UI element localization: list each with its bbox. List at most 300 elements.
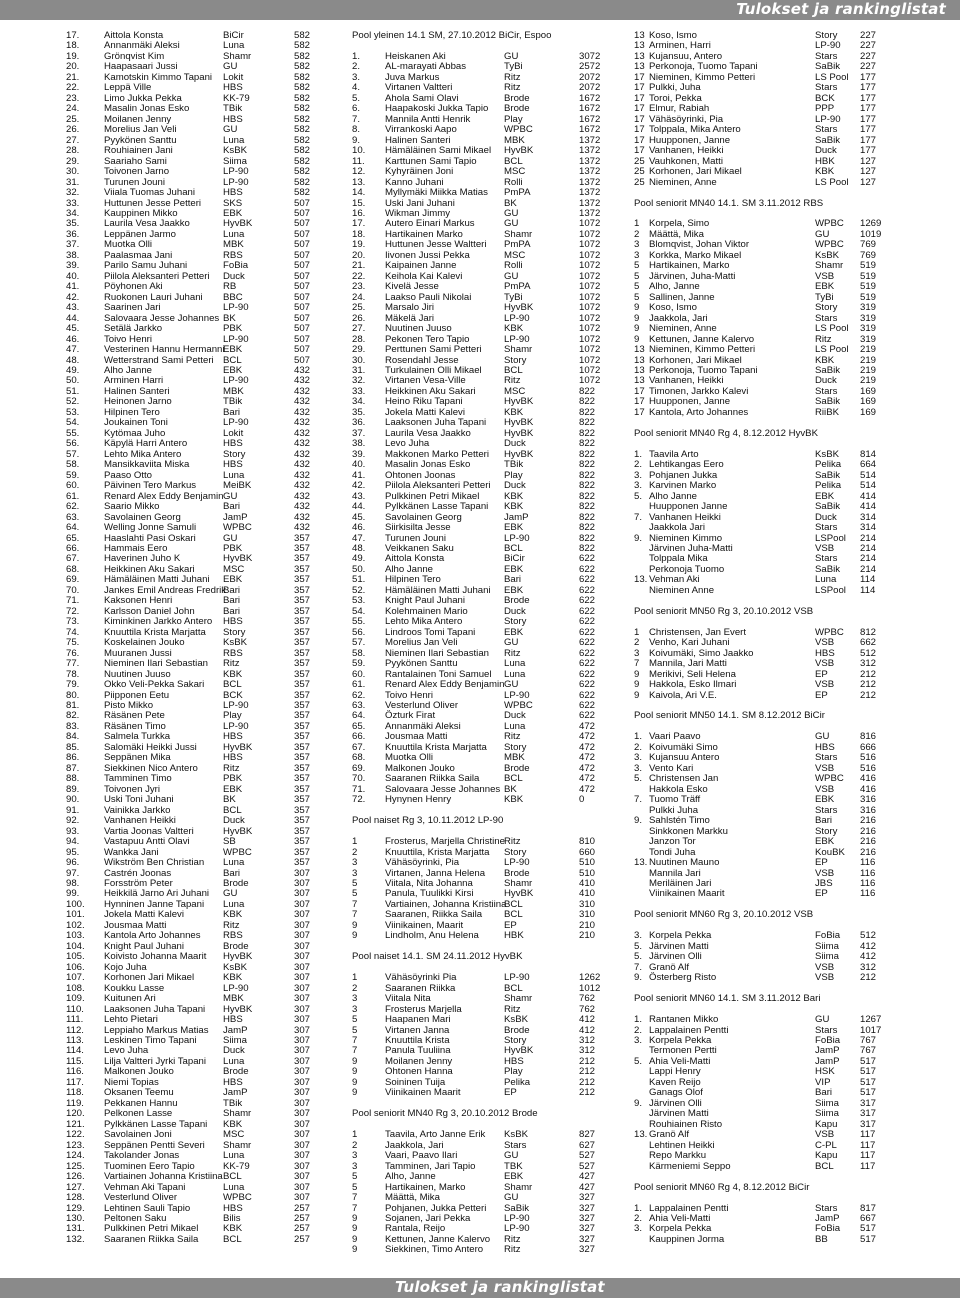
result-row	[634, 889, 894, 899]
club-cell: JamP	[504, 511, 529, 523]
points-cell: 517	[860, 1233, 877, 1245]
club-cell: LS Pool	[815, 323, 849, 335]
rank-cell: 5	[352, 1024, 358, 1036]
rank-cell: 129.	[66, 1202, 85, 1214]
player-name-cell: Tuominen Eero Tapio	[104, 1160, 195, 1172]
points-cell: 517	[860, 1087, 877, 1099]
player-name-cell: Lehto Mika Antero	[104, 448, 182, 460]
rank-cell: 56.	[66, 438, 80, 450]
club-cell: Shamr	[815, 260, 844, 272]
points-cell: 507	[294, 312, 311, 324]
player-name-cell: Määttä, Mika	[385, 1192, 440, 1204]
club-cell: MSC	[223, 1129, 245, 1141]
points-cell: 307	[294, 1045, 311, 1057]
player-name-cell: Jousmaa Matti	[104, 919, 167, 931]
rank-cell: 39.	[352, 448, 366, 460]
section-spacer	[634, 1193, 894, 1203]
rank-cell: 16.	[352, 207, 366, 219]
rank-cell: 22.	[352, 270, 366, 282]
club-cell: LP-90	[504, 1223, 530, 1235]
points-cell: 1072	[579, 249, 601, 261]
player-name-cell: Perttunen Sami Petteri	[385, 344, 482, 356]
player-name-cell: Sinkkonen Markku	[649, 825, 728, 837]
player-name-cell: Halinen Santeri	[104, 385, 170, 397]
rank-cell: 103.	[66, 930, 85, 942]
rank-cell: 2	[352, 1139, 358, 1151]
player-name-cell: Annanmäki Aleksi	[104, 40, 180, 52]
player-name-cell: Korpela Pekka	[649, 1223, 712, 1235]
result-row	[352, 345, 622, 355]
player-name-cell: Kaivola, Ari V.E.	[649, 689, 717, 701]
club-cell: MSC	[223, 563, 245, 575]
rank-cell: 31.	[352, 365, 366, 376]
player-name-cell: Nuutinen Mauno	[649, 857, 720, 869]
club-cell: EBK	[504, 626, 524, 638]
rank-cell: 45.	[66, 323, 80, 335]
result-row	[352, 167, 622, 177]
points-cell: 1072	[579, 365, 601, 376]
rank-cell: 41.	[66, 281, 80, 293]
club-cell: Bari	[815, 1087, 833, 1099]
result-row	[634, 1162, 894, 1172]
points-cell: 519	[860, 260, 877, 272]
player-name-cell: Pulkki, Juha	[649, 82, 701, 94]
player-name-cell: Perkonoja, Tuomo Tapani	[649, 365, 758, 376]
player-name-cell: Levo Juha	[104, 1045, 149, 1057]
club-cell: BCL	[223, 1233, 242, 1245]
player-name-cell: Hartikainen, Marko	[385, 1181, 466, 1193]
rank-cell: 71.	[352, 783, 366, 795]
player-name-cell: Viinikainen Maarit	[385, 1087, 461, 1099]
rank-cell: 17.	[352, 218, 366, 230]
club-cell: HyvBK	[223, 741, 253, 753]
rank-cell: 124.	[66, 1150, 85, 1162]
rank-cell: 80.	[66, 689, 80, 701]
rank-cell: 5.	[634, 1055, 643, 1067]
points-cell: 582	[294, 71, 311, 83]
player-name-cell: Arminen Harri	[104, 375, 164, 387]
player-name-cell: Viitala, Nita Johanna	[385, 877, 473, 889]
rank-cell: 17.	[66, 30, 80, 41]
rank-cell: 7	[352, 909, 358, 921]
points-cell: 1372	[579, 134, 601, 146]
rank-cell: 48.	[66, 354, 80, 366]
rank-cell: 30.	[352, 354, 366, 366]
player-name-cell: Keihola Kai Kalevi	[385, 270, 463, 282]
points-cell: 312	[579, 1045, 596, 1057]
club-cell: Brode	[223, 877, 249, 889]
rank-cell: 54.	[66, 417, 80, 429]
points-cell: 214	[860, 532, 877, 544]
club-cell: Brode	[223, 940, 249, 952]
club-cell: Story	[504, 1035, 527, 1046]
club-cell: Stars	[815, 50, 838, 62]
player-name-cell: Vartiainen, Johanna Kristiina	[385, 898, 507, 910]
result-row	[352, 795, 622, 805]
points-cell: 507	[294, 207, 311, 219]
points-cell: 114	[860, 584, 876, 596]
club-cell: Ritz	[504, 375, 521, 387]
rank-cell: 58.	[66, 459, 80, 471]
rank-cell: 37.	[352, 427, 366, 439]
rank-cell: 55.	[352, 616, 366, 628]
points-cell: 1372	[579, 197, 601, 209]
player-name-cell: Huttunen Jesse Waltteri	[385, 239, 487, 251]
rank-cell: 38.	[352, 438, 366, 450]
points-cell: 307	[294, 1160, 311, 1172]
rank-cell: 21.	[352, 260, 366, 272]
player-name-cell: Panula, Tuulikki Kirsi	[385, 888, 474, 900]
club-cell: Stars	[815, 804, 838, 816]
points-cell: 216	[860, 846, 877, 858]
rank-cell: 9	[634, 333, 640, 345]
player-name-cell: Vesterinen Hannu Hermanni	[104, 344, 225, 356]
points-cell: 210	[579, 919, 596, 931]
player-name-cell: Leskinen Timo Tapani	[104, 1035, 197, 1046]
rank-cell: 20.	[352, 249, 366, 261]
player-name-cell: Vanhanen Heikki	[649, 511, 721, 523]
points-cell: 1267	[860, 1014, 882, 1026]
points-cell: 432	[294, 480, 311, 492]
result-row	[66, 502, 336, 512]
player-name-cell: Frosterus Marjella	[385, 1003, 462, 1015]
player-name-cell: Knight Paul Juhani	[385, 595, 466, 607]
player-name-cell: Hämäläinen Matti Juhani	[385, 584, 491, 596]
club-cell: Siima	[815, 1108, 839, 1120]
club-cell: GU	[504, 207, 519, 219]
rank-cell: 3.	[634, 752, 643, 764]
points-cell: 307	[294, 1181, 311, 1193]
club-cell: MBK	[504, 752, 525, 764]
player-name-cell: Renard Alex Eddy Benjamin	[385, 679, 505, 691]
result-row	[66, 523, 336, 533]
rank-cell: 15.	[352, 197, 366, 209]
club-cell: GU	[223, 61, 238, 73]
points-cell: 357	[294, 605, 311, 617]
club-cell: Duck	[223, 270, 245, 282]
rank-cell: 127.	[66, 1181, 85, 1193]
club-cell: Luna	[223, 134, 245, 146]
player-name-cell: Uski Toni Juhani	[104, 794, 174, 806]
player-name-cell: Vesterlund Oliver	[385, 700, 459, 711]
points-cell: 416	[860, 773, 877, 785]
points-cell: 507	[294, 239, 311, 251]
points-cell: 2572	[579, 61, 601, 73]
points-cell: 582	[294, 103, 311, 115]
points-cell: 127	[860, 166, 877, 178]
club-cell: EBK	[223, 207, 243, 219]
club-cell: Brode	[504, 595, 530, 607]
club-cell: HBS	[223, 731, 243, 743]
result-row	[352, 1015, 622, 1025]
player-name-cell: Pulkkinen Petri Mikael	[385, 490, 480, 502]
points-cell: 582	[294, 187, 311, 199]
points-cell: 822	[579, 438, 596, 450]
rank-cell: 18.	[66, 40, 80, 52]
player-name-cell: Termonen Pertti	[649, 1045, 717, 1057]
player-name-cell: Pylkkänen Lasse Tapani	[385, 501, 489, 513]
club-cell: SaBik	[815, 501, 841, 513]
points-cell: 507	[294, 228, 311, 240]
rank-cell: 62.	[352, 689, 366, 701]
rank-cell: 53.	[66, 406, 80, 418]
points-cell: 116	[860, 888, 876, 900]
rank-cell: 3.	[634, 480, 643, 492]
club-cell: EBK	[504, 1171, 524, 1183]
rank-cell: 3	[634, 249, 640, 261]
club-cell: PBK	[223, 542, 243, 554]
points-cell: 307	[294, 1139, 311, 1151]
rank-cell: 2.	[634, 459, 643, 471]
rank-cell: 20.	[66, 61, 80, 73]
club-cell: RBS	[223, 647, 243, 659]
result-row	[634, 837, 894, 847]
club-cell: EBK	[223, 783, 243, 795]
player-name-cell: Ohtonen Joonas	[385, 469, 456, 481]
club-cell: TyBi	[504, 61, 523, 73]
player-name-cell: Panula Tuuliina	[385, 1045, 451, 1057]
points-cell: 472	[579, 720, 596, 732]
player-name-cell: Limo Jukka Pekka	[104, 92, 182, 104]
rank-cell: 60.	[66, 480, 80, 492]
player-name-cell: Peltonen Saku	[104, 1212, 167, 1224]
player-name-cell: Taavila Arto	[649, 448, 699, 460]
points-cell: 169	[860, 385, 877, 397]
rank-cell: 9	[352, 1223, 358, 1235]
player-name-cell: Vaari, Paavo Ilari	[385, 1150, 458, 1162]
points-cell: 767	[860, 1035, 877, 1046]
player-name-cell: Kanno Juhani	[385, 176, 444, 188]
rank-cell: 23.	[352, 281, 366, 293]
points-cell: 512	[860, 930, 877, 942]
club-cell: BCK	[223, 689, 243, 701]
player-name-cell: Morelius Jan Veli	[104, 124, 177, 136]
player-name-cell: Piipponen Eetu	[104, 689, 170, 701]
club-cell: EBK	[815, 281, 835, 293]
player-name-cell: Rosendahl Jesse	[385, 354, 459, 366]
player-name-cell: Knuuttila, Krista Marjatta	[385, 846, 490, 858]
player-name-cell: Piilola Aleksanteri Petteri	[104, 270, 210, 282]
player-name-cell: Makkonen Marko Petteri	[385, 448, 489, 460]
player-name-cell: Koskelainen Jouko	[104, 637, 185, 649]
rank-cell: 2	[634, 637, 640, 649]
player-name-cell: Paaso Otto	[104, 469, 152, 481]
player-name-cell: Kantola, Arto Johannes	[649, 406, 749, 418]
club-cell: Siima	[815, 940, 839, 952]
club-cell: JamP	[223, 1024, 248, 1036]
points-cell: 357	[294, 616, 311, 628]
section-heading: Pool seniorit MN50 14.1. SM 8.12.2012 BiCir	[634, 710, 825, 722]
rank-cell: 59.	[352, 658, 366, 670]
rank-cell: 9	[352, 1212, 358, 1224]
player-name-cell: Marsalo Jiri	[385, 302, 435, 314]
club-cell: Shamr	[504, 344, 533, 356]
rank-cell: 58.	[352, 647, 366, 659]
player-name-cell: Hynninen Janne Tapani	[104, 898, 205, 910]
points-cell: 357	[294, 647, 311, 659]
rank-cell: 7	[352, 1045, 358, 1057]
points-cell: 432	[294, 501, 311, 513]
club-cell: Luna	[504, 658, 526, 670]
player-name-cell: Virrankoski Aapo	[385, 124, 457, 136]
rank-cell: 77.	[66, 658, 80, 670]
player-name-cell: Lehtikangas Eero	[649, 459, 724, 471]
club-cell: LP-90	[504, 972, 530, 984]
points-cell: 822	[579, 542, 596, 554]
player-name-cell: Vehman Aki Tapani	[104, 1181, 186, 1193]
player-name-cell: Seppänen Pentti Severi	[104, 1139, 205, 1151]
club-cell: Stars	[815, 553, 838, 565]
rank-cell: 9	[634, 679, 640, 691]
player-name-cell: Hämäläinen Matti Juhani	[104, 574, 210, 586]
points-cell: 1072	[579, 302, 601, 314]
rank-cell: 3	[352, 993, 358, 1005]
player-name-cell: Leppä Ville	[104, 82, 152, 94]
points-cell: 312	[579, 1035, 596, 1046]
player-name-cell: Mannila Antti Henrik	[385, 113, 471, 125]
rank-cell: 5	[352, 1014, 358, 1026]
rank-cell: 2	[634, 228, 640, 240]
points-cell: 816	[860, 731, 877, 743]
player-name-cell: Merikivi, Seli Helena	[649, 668, 736, 680]
player-name-cell: Özturk Firat	[385, 710, 436, 722]
points-cell: 307	[294, 1076, 311, 1088]
rank-cell: 94.	[66, 836, 80, 848]
points-cell: 177	[860, 145, 877, 157]
rank-cell: 25	[634, 166, 645, 178]
rank-cell: 98.	[66, 877, 80, 889]
player-name-cell: Salmela Turkka	[104, 731, 171, 743]
rank-cell: 95.	[66, 846, 80, 858]
points-cell: 810	[579, 836, 596, 848]
points-cell: 622	[579, 700, 596, 711]
rank-cell: 3	[352, 1160, 358, 1172]
points-cell: 227	[860, 61, 877, 73]
points-cell: 317	[860, 1097, 877, 1109]
player-name-cell: Haapanen Mari	[385, 1014, 451, 1026]
rank-cell: 65.	[352, 720, 366, 732]
rank-cell: 39.	[66, 260, 80, 272]
points-cell: 227	[860, 40, 877, 52]
player-name-cell: Jaakkola, Jari	[385, 1139, 444, 1151]
points-cell: 622	[579, 616, 596, 628]
club-cell: Story	[504, 616, 527, 628]
player-name-cell: Alho Janne	[104, 365, 153, 376]
rank-cell: 85.	[66, 741, 80, 753]
player-name-cell: Alho Janne	[385, 563, 434, 575]
points-cell: 432	[294, 406, 311, 418]
club-cell: VIP	[815, 1076, 831, 1088]
player-name-cell: Vastapuu Antti Olavi	[104, 836, 190, 848]
points-cell: 507	[294, 270, 311, 282]
points-cell: 307	[294, 1066, 311, 1078]
points-cell: 1072	[579, 281, 601, 293]
player-name-cell: Heikkinen Aku Sakari	[104, 563, 195, 575]
player-name-cell: Repo Markku	[649, 1150, 707, 1162]
rank-cell: 41.	[352, 469, 366, 481]
rank-cell: 5	[634, 260, 640, 272]
player-name-cell: Blomqvist, Johan Viktor	[649, 239, 750, 251]
rank-cell: 5.	[634, 951, 643, 963]
points-cell: 427	[579, 1171, 596, 1183]
points-cell: 582	[294, 40, 311, 52]
club-cell: Bari	[223, 595, 241, 607]
club-cell: Luna	[223, 228, 245, 240]
rank-cell: 67.	[66, 553, 80, 565]
rank-cell: 27.	[66, 134, 80, 146]
points-cell: 666	[860, 741, 877, 753]
club-cell: LSPool	[815, 584, 846, 596]
rank-cell: 121.	[66, 1118, 85, 1130]
footer-banner	[0, 1278, 960, 1298]
points-cell: 1072	[579, 228, 601, 240]
player-name-cell: Haapakoski Jukka Tapio	[385, 103, 489, 115]
points-cell: 822	[579, 385, 596, 397]
points-cell: 432	[294, 469, 311, 481]
points-cell: 357	[294, 720, 311, 732]
club-cell: LP-90	[815, 40, 841, 52]
club-cell: BCL	[223, 354, 242, 366]
rank-cell: 26.	[352, 312, 366, 324]
rank-cell: 75.	[66, 637, 80, 649]
rank-cell: 5	[352, 1171, 358, 1183]
player-name-cell: Setälä Jarkko	[104, 323, 163, 335]
player-name-cell: Rouhiainen Jani	[104, 145, 173, 157]
club-cell: EP	[815, 857, 828, 869]
club-cell: Siima	[815, 951, 839, 963]
rank-cell: 13.	[634, 857, 648, 869]
club-cell: KBK	[504, 323, 524, 335]
result-row	[66, 1172, 336, 1182]
result-row	[634, 1015, 894, 1025]
club-cell: Rolli	[504, 176, 523, 188]
player-name-cell: Vento Kari	[649, 762, 694, 774]
points-cell: 357	[294, 637, 311, 649]
player-name-cell: Kettunen, Janne Kalervo	[385, 1233, 491, 1245]
points-cell: 116	[860, 877, 876, 889]
rank-cell: 13	[634, 40, 645, 52]
club-cell: EP	[504, 919, 517, 931]
points-cell: 622	[579, 584, 596, 596]
points-cell: 510	[579, 867, 596, 879]
club-cell: GU	[223, 532, 238, 544]
player-name-cell: Hämäläinen Sami Mikael	[385, 145, 492, 157]
player-name-cell: Sallinen, Janne	[649, 291, 715, 303]
points-cell: 319	[860, 333, 877, 345]
points-cell: 1072	[579, 270, 601, 282]
points-cell: 412	[579, 1014, 596, 1026]
points-cell: 472	[579, 731, 596, 743]
points-cell: 327	[579, 1192, 596, 1204]
points-cell: 1072	[579, 323, 601, 335]
club-cell: GU	[815, 228, 830, 240]
player-name-cell: Turunen Jouni	[104, 176, 165, 188]
player-name-cell: Vesterlund Oliver	[104, 1192, 178, 1204]
rank-cell: 36.	[352, 417, 366, 429]
player-name-cell: Pylkkänen Lasse Tapani	[104, 1118, 208, 1130]
points-cell: 507	[294, 302, 311, 314]
club-cell: SaBik	[815, 396, 841, 408]
club-cell: KK-79	[223, 92, 250, 104]
rank-cell: 130.	[66, 1212, 85, 1224]
points-cell: 472	[579, 762, 596, 774]
club-cell: EBK	[223, 365, 243, 376]
club-cell: BCL	[504, 773, 523, 785]
points-cell: 1262	[579, 972, 601, 984]
player-name-cell: Kamotskin Kimmo Tapani	[104, 71, 213, 83]
rank-cell: 13	[634, 30, 645, 41]
player-name-cell: Nieminen Ilari Sebastian	[104, 658, 208, 670]
